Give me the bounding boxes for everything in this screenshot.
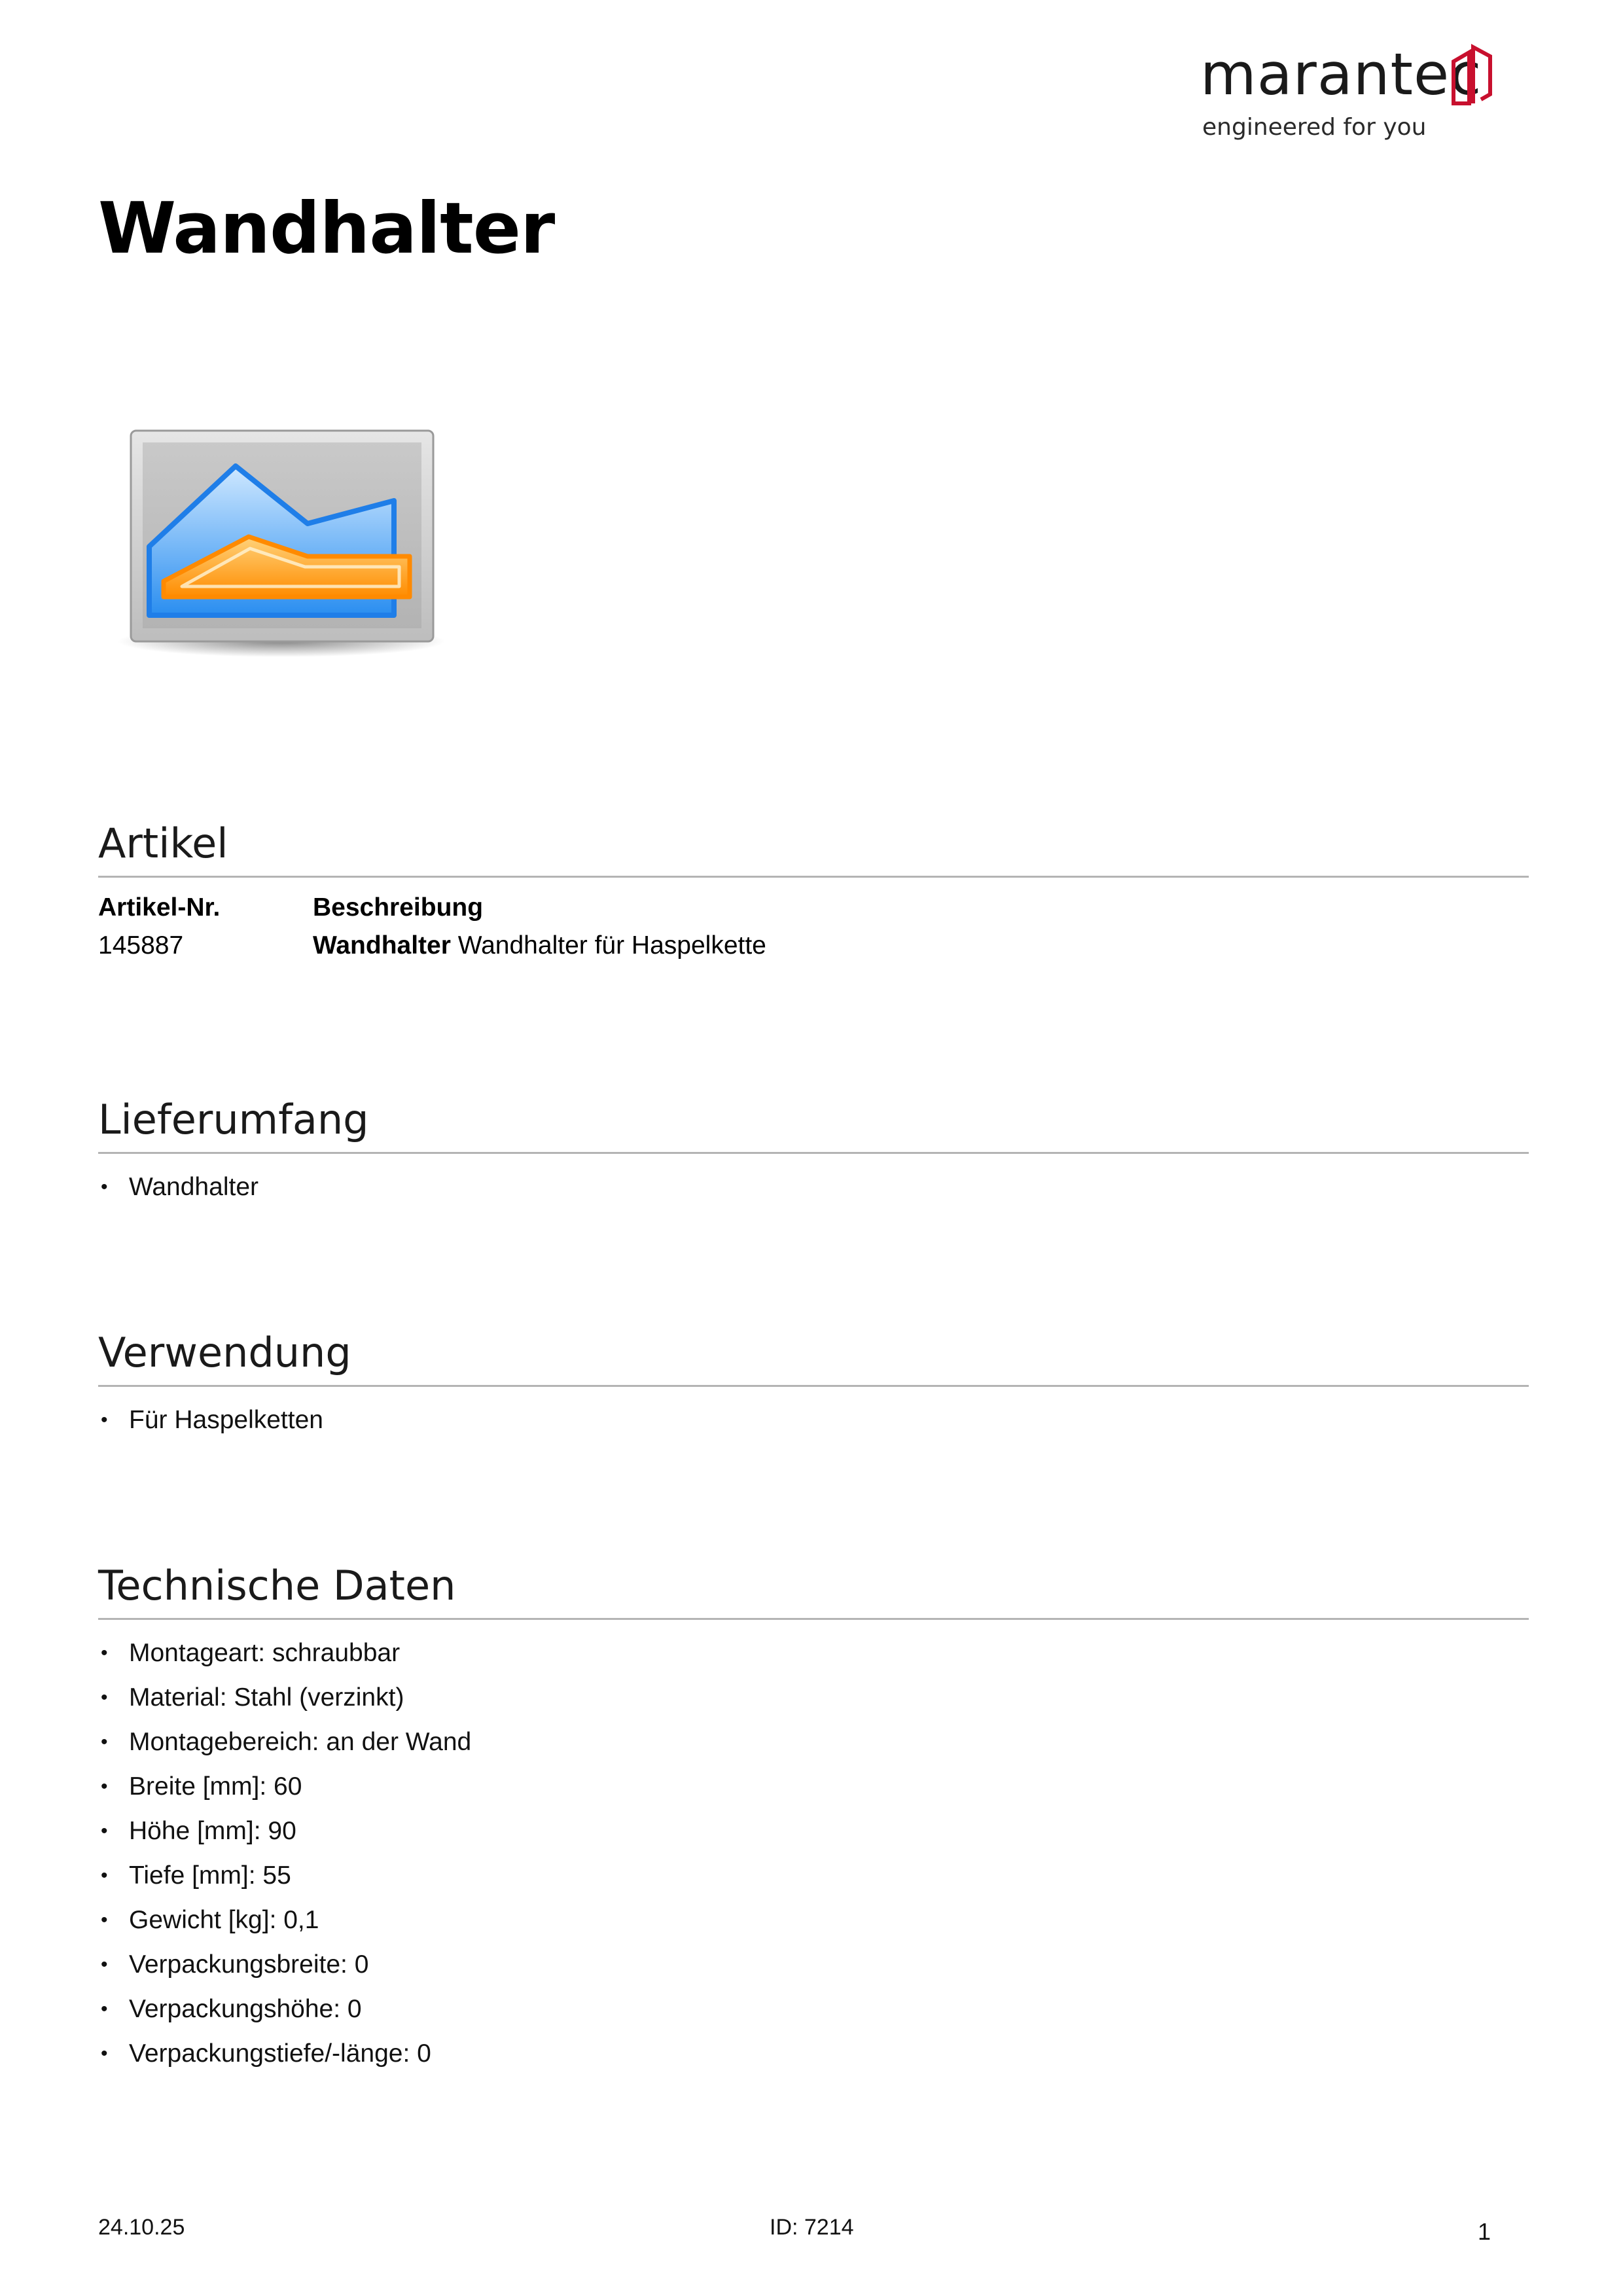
section-lieferumfang (98, 1096, 1529, 1201)
artikel-number: 145887 (98, 931, 184, 960)
section-heading-verwendung: Verwendung (98, 1329, 351, 1376)
verwendung-list (98, 1398, 323, 1443)
page-title: Wandhalter (98, 188, 555, 270)
table-row (98, 927, 1529, 965)
list-item: • Breite [mm]: 60 (98, 1765, 471, 1809)
brand-name: marantec (1200, 41, 1482, 108)
footer-page-number: 1 (1478, 2218, 1491, 2245)
list-item: • Montagebereich: an der Wand (98, 1720, 471, 1765)
section-artikel (98, 819, 1529, 960)
artikel-description (313, 927, 766, 965)
list-item: • Für Haspelketten (98, 1398, 323, 1443)
artikel-table-header (98, 889, 1529, 927)
footer-date: 24.10.25 (98, 2215, 185, 2240)
section-divider (98, 1618, 1529, 1620)
section-verwendung (98, 1329, 1529, 1434)
list-item: • Material: Stahl (verzinkt) (98, 1676, 471, 1720)
section-heading-technische-daten: Technische Daten (98, 1562, 456, 1609)
section-divider (98, 1385, 1529, 1387)
list-item: • Montageart: schraubbar (98, 1631, 471, 1676)
artikel-description-name: Wandhalter (313, 931, 451, 960)
artikel-description-text: Wandhalter für Haspelkette (457, 931, 766, 960)
list-item: • Gewicht [kg]: 0,1 (98, 1898, 471, 1943)
marantec-door-mark-icon (1450, 43, 1495, 109)
brand-tagline: engineered for you (1202, 114, 1427, 141)
column-header-beschreibung: Beschreibung (313, 893, 484, 922)
list-item: • Verpackungstiefe/-länge: 0 (98, 2032, 471, 2076)
section-divider (98, 876, 1529, 878)
list-item: • Verpackungshöhe: 0 (98, 1987, 471, 2032)
artikel-table (98, 889, 1529, 965)
image-placeholder-icon (111, 425, 452, 661)
lieferumfang-list (98, 1165, 259, 1210)
list-item: • Höhe [mm]: 90 (98, 1809, 471, 1854)
footer-document-id: ID: 7214 (770, 2215, 854, 2240)
list-item: • Tiefe [mm]: 55 (98, 1854, 471, 1898)
column-header-artikel-nr: Artikel-Nr. (98, 893, 221, 922)
technische-daten-list (98, 1631, 471, 2076)
section-heading-artikel: Artikel (98, 819, 228, 867)
section-technische-daten (98, 1562, 1529, 2068)
section-heading-lieferumfang: Lieferumfang (98, 1096, 369, 1143)
section-divider (98, 1152, 1529, 1154)
brand-logo (1200, 41, 1508, 145)
list-item: • Wandhalter (98, 1165, 259, 1210)
list-item: • Verpackungsbreite: 0 (98, 1943, 471, 1987)
